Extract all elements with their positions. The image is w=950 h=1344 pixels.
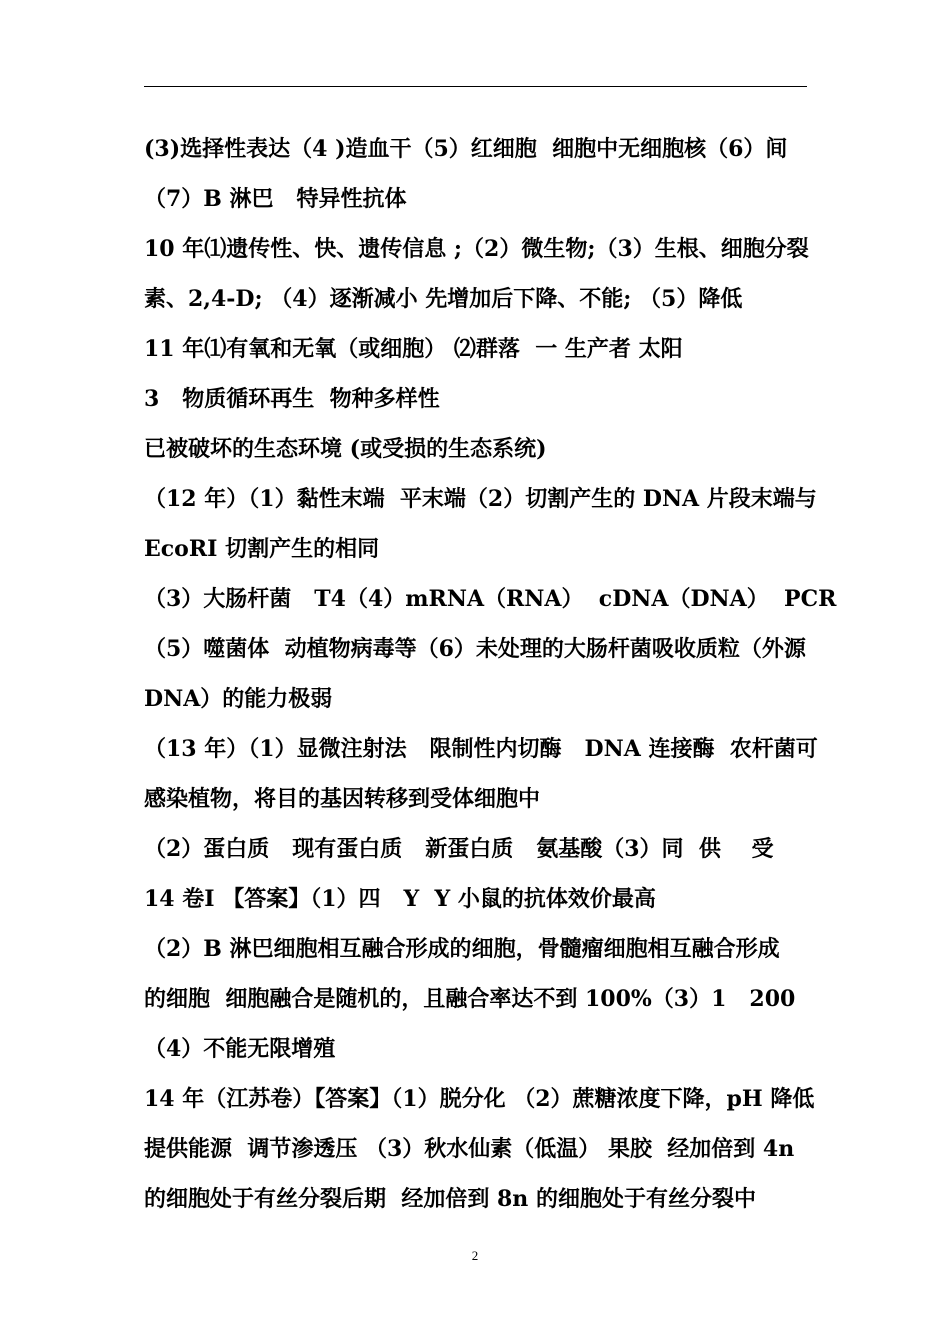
text-line: （5）噬菌体 动植物病毒等（6）未处理的大肠杆菌吸收质粒（外源	[144, 636, 806, 662]
text-line: DNA）的能力极弱	[144, 686, 333, 712]
text-line: 11 年⑴有氧和无氧（或细胞） ⑵群落 一 生产者 太阳	[144, 336, 683, 362]
text-line: 素、2,4-D; （4）逐渐减小 先增加后下降、不能; （5）降低	[144, 286, 743, 312]
text-line: EcoRⅠ 切割产生的相同	[144, 536, 380, 562]
text-line: （2）蛋白质 现有蛋白质 新蛋白质 氨基酸（3）同 供 受	[144, 836, 774, 862]
text-line: 14 卷Ⅰ 【答案】（1）四 Y Y 小鼠的抗体效价最高	[144, 886, 656, 912]
page-number: 2	[471, 1248, 479, 1263]
text-line: 提供能源 调节渗透压 （3）秋水仙素（低温） 果胶 经加倍到 4n	[144, 1136, 795, 1162]
text-line: 10 年⑴遗传性、快、遗传信息 ;（2）微生物;（3）生根、细胞分裂	[144, 236, 809, 262]
text-line: 14 年（江苏卷）【答案】（1）脱分化 （2）蔗糖浓度下降，pH 降低	[144, 1086, 815, 1112]
answer-text-body	[144, 129, 837, 1229]
text-line: （7）B 淋巴 特异性抗体	[144, 186, 407, 212]
text-line: 已被破坏的生态环境 (或受损的生态系统)	[144, 436, 547, 462]
text-line: 3 物质循环再生 物种多样性	[144, 386, 440, 412]
text-line: 的细胞 细胞融合是随机的，且融合率达不到 100%（3）1 200	[144, 986, 796, 1012]
text-line: 的细胞处于有丝分裂后期 经加倍到 8n 的细胞处于有丝分裂中	[144, 1186, 756, 1212]
header-rule	[144, 86, 807, 87]
text-line: （2）B 淋巴细胞相互融合形成的细胞，骨髓瘤细胞相互融合形成	[144, 936, 780, 962]
text-line: （4）不能无限增殖	[144, 1036, 336, 1062]
text-line: (3)选择性表达（4 )造血干（5）红细胞 细胞中无细胞核（6）间	[144, 136, 788, 162]
text-line: （13 年）（1）显微注射法 限制性内切酶 DNA 连接酶 农杆菌可	[144, 736, 818, 762]
text-line: （12 年）（1）黏性末端 平末端（2）切割产生的 DNA 片段末端与	[144, 486, 817, 512]
text-line: 感染植物，将目的基因转移到受体细胞中	[144, 786, 541, 812]
text-line: （3）大肠杆菌 T4（4）mRNA（RNA） cDNA（DNA） PCR	[144, 586, 837, 612]
